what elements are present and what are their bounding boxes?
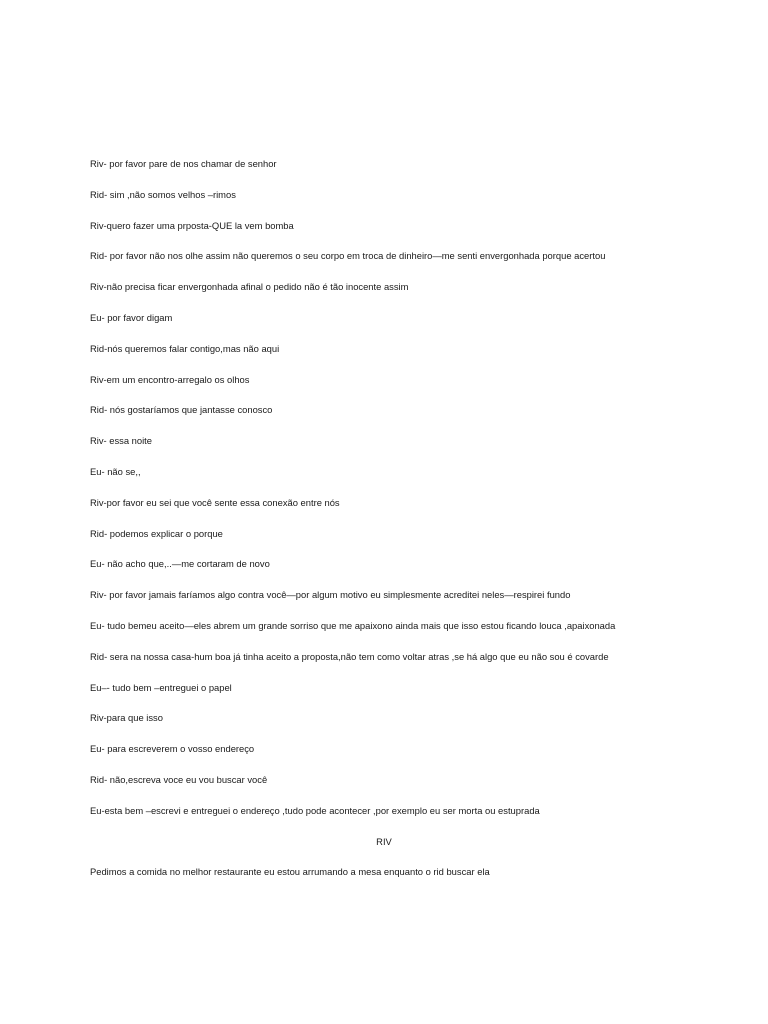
dialogue-line: Eu- não se,, bbox=[90, 465, 141, 477]
narrative-paragraph: Pedimos a comida no melhor restaurante eu estou arrumando a mesa enquanto o rid buscar ela bbox=[90, 866, 490, 878]
dialogue-line: Rid- sim ,não somos velhos –rimos bbox=[90, 188, 236, 200]
dialogue-line: Riv- por favor jamais faríamos algo contra você—por algum motivo eu simplesmente acreditei neles—respirei fundo bbox=[90, 589, 571, 601]
dialogue-line: Eu- por favor digam bbox=[90, 311, 173, 323]
dialogue-line: Riv-quero fazer uma prposta-QUE la vem bomba bbox=[90, 219, 294, 231]
dialogue-line: Riv-para que isso bbox=[90, 712, 163, 724]
dialogue-line: Riv- por favor pare de nos chamar de senhor bbox=[90, 158, 277, 169]
dialogue-line: Rid-nós queremos falar contigo,mas não aqui bbox=[90, 342, 280, 354]
dialogue-line: Rid- podemos explicar o porque bbox=[90, 527, 223, 539]
dialogue-line: Rid- por favor não nos olhe assim não queremos o seu corpo em troca de dinheiro—me senti envergonhada porque acertou bbox=[90, 250, 606, 262]
dialogue-line: Riv-por favor eu sei que você sente essa conexão entre nós bbox=[90, 496, 340, 508]
dialogue-line: Eu- tudo bemeu aceito—eles abrem um grande sorriso que me apaixono ainda mais que isso estou ficando louca ,apaixonada bbox=[90, 619, 616, 631]
dialogue-line: Riv-não precisa ficar envergonhada afinal o pedido não é tão inocente assim bbox=[90, 281, 409, 293]
dialogue-line: Riv-em um encontro-arregalo os olhos bbox=[90, 373, 250, 385]
dialogue-line: Eu- para escreverem o vosso endereço bbox=[90, 743, 255, 755]
dialogue-line: Rid- não,escreva voce eu vou buscar você bbox=[90, 773, 268, 785]
dialogue-line: Eu- não acho que,..—me cortaram de novo bbox=[90, 558, 270, 570]
section-heading: RIV bbox=[376, 835, 392, 847]
dialogue-line: Eu–- tudo bem –entreguei o papel bbox=[90, 681, 232, 693]
dialogue-line: Riv- essa noite bbox=[90, 435, 153, 447]
dialogue-line: Eu-esta bem –escrevi e entreguei o endereço ,tudo pode acontecer ,por exemplo eu ser morta ou estuprada bbox=[90, 804, 540, 816]
document-body bbox=[90, 157, 710, 896]
dialogue-line: Rid- nós gostaríamos que jantasse conosco bbox=[90, 404, 273, 416]
dialogue-line: Rid- sera na nossa casa-hum boa já tinha aceito a proposta,não tem como voltar atras ,se há algo que eu não sou é covarde bbox=[90, 650, 609, 662]
